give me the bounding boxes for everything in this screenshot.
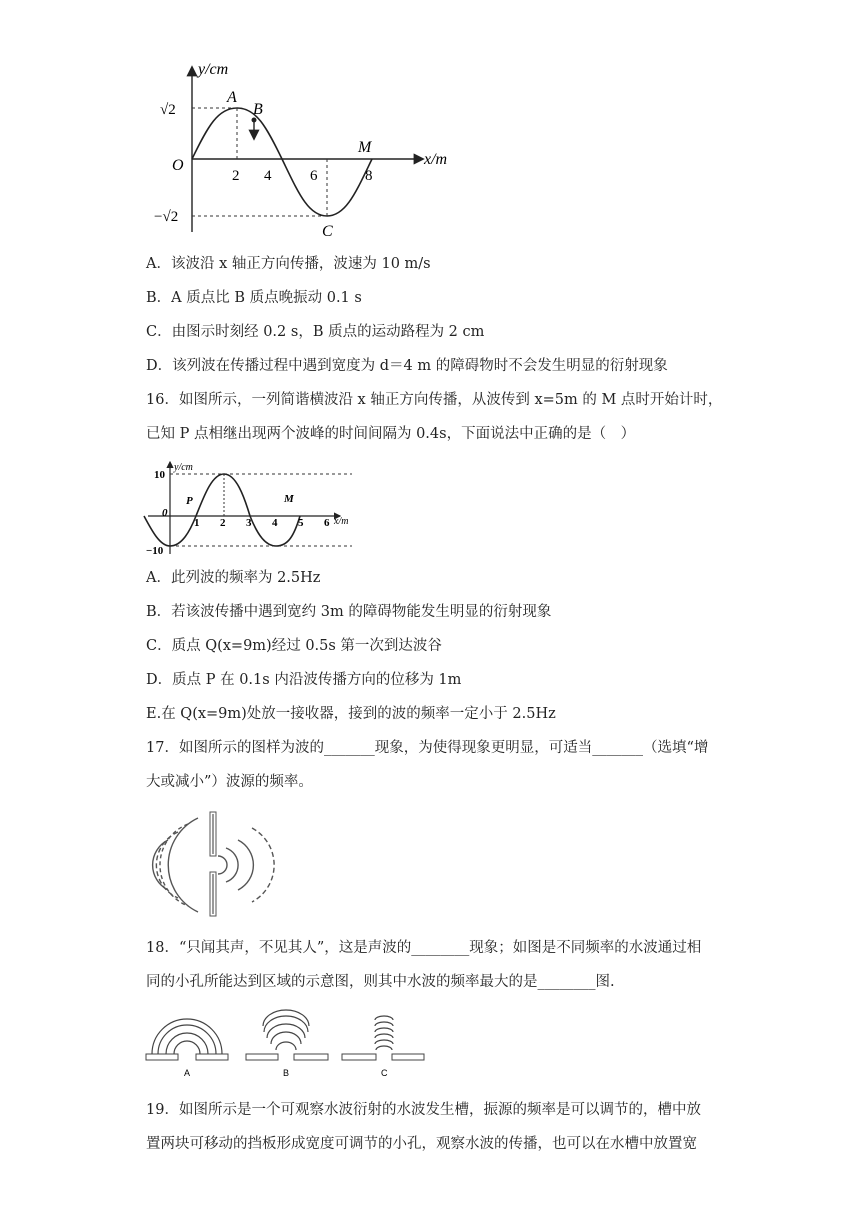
outgoing-wave-4	[252, 828, 274, 902]
incoming-wave-1	[168, 818, 198, 912]
diagram-b	[246, 1010, 328, 1078]
x-tick-6: 6	[310, 168, 318, 184]
x-tick-4: 4	[264, 168, 272, 184]
q16-option-c: C．质点 Q(x=9m)经过 0.5s 第一次到达波谷	[146, 638, 442, 654]
point-p-label: P	[186, 495, 193, 507]
q16-option-a: A．此列波的频率为 2.5Hz	[146, 570, 321, 586]
q19-line-1: 19．如图所示是一个可观察水波衍射的水波发生槽，振源的频率是可以调节的，槽中放	[146, 1102, 701, 1118]
origin-label-2: 0	[162, 507, 168, 519]
q18-line-2: 同的小孔所能达到区域的示意图，则其中水波的频率最大的是________图.	[146, 974, 615, 990]
incoming-wave-2	[160, 824, 188, 906]
y-bottom-label: −10	[146, 545, 164, 557]
point-a-label: A	[227, 89, 237, 106]
q15-option-a: A．该波沿 x 轴正方向传播，波速为 10 m/s	[146, 256, 431, 272]
caption-a: A	[184, 1068, 191, 1078]
wave-graph-2	[140, 456, 370, 560]
point-m-label-2: M	[284, 493, 294, 505]
wave-curve	[192, 108, 372, 216]
point-c-label: C	[322, 223, 333, 240]
y-axis-label: y/cm	[198, 61, 229, 78]
x-tick-4b: 4	[272, 517, 278, 529]
q16-option-b: B．若该波传播中遇到宽约 3m 的障碍物能发生明显的衍射现象	[146, 604, 552, 620]
point-b-label: B	[253, 101, 263, 118]
x-tick-2b: 2	[220, 517, 226, 529]
caption-c: C	[381, 1068, 388, 1078]
diffraction-slit-figure	[158, 810, 274, 920]
y-axis-label-2: y/cm	[174, 462, 193, 473]
x-tick-1: 1	[194, 517, 200, 529]
q17-line-2: 大或减小”）波源的频率。	[146, 774, 313, 790]
diagram-c	[342, 1016, 424, 1078]
caption-b: B	[283, 1068, 290, 1078]
y-pos-label: √2	[160, 102, 176, 118]
q16-option-e: E.在 Q(x=9m)处放一接收器，接到的波的频率一定小于 2.5Hz	[146, 706, 556, 722]
outgoing-wave-3	[238, 840, 253, 890]
outgoing-wave-1	[218, 856, 227, 874]
x-tick-3: 3	[246, 517, 252, 529]
diagram-a	[146, 1019, 228, 1078]
y-neg-label: −√2	[154, 209, 179, 225]
q17-line-1: 17．如图所示的图样为波的_______现象，为使得现象更明显，可适当_______（选填“增	[146, 740, 709, 756]
q19-line-2: 置两块可移动的挡板形成宽度可调节的小孔，观察水波的传播，也可以在水槽中放置宽	[146, 1136, 697, 1152]
q15-option-b: B．A 质点比 B 质点晚振动 0.1 s	[146, 290, 362, 306]
x-tick-6: 6	[324, 517, 330, 529]
x-tick-8: 8	[365, 168, 373, 184]
origin-label: O	[172, 157, 184, 174]
outgoing-wave-2	[226, 848, 238, 882]
point-m-label: M	[358, 139, 372, 156]
point-b-dot	[252, 118, 257, 123]
q18-line-1: 18．“只闻其声，不见其人”，这是声波的________现象；如图是不同频率的水波通过相	[146, 940, 702, 956]
wave-graph-1	[154, 56, 460, 242]
x-tick-2: 2	[232, 168, 240, 184]
y-top-label: 10	[154, 469, 165, 481]
q16-stem-line-1: 16．如图所示，一列简谐横波沿 x 轴正方向传播，从波传到 x=5m 的 M 点时开始计时，	[146, 392, 723, 408]
q15-option-d: D．该列波在传播过程中遇到宽度为 d＝4 m 的障碍物时不会发生明显的衍射现象	[146, 358, 668, 374]
frequency-comparison-figure	[144, 1010, 434, 1082]
q15-option-c: C．由图示时刻经 0.2 s，B 质点的运动路程为 2 cm	[146, 324, 485, 340]
x-axis-label: x/m	[424, 151, 448, 168]
q16-option-d: D．质点 P 在 0.1s 内沿波传播方向的位移为 1m	[146, 672, 462, 688]
x-axis-label-2: x/m	[334, 516, 349, 527]
x-tick-5: 5	[298, 517, 304, 529]
q16-stem-line-2: 已知 P 点相继出现两个波峰的时间间隔为 0.4s，下面说法中正确的是（ ）	[146, 426, 636, 442]
